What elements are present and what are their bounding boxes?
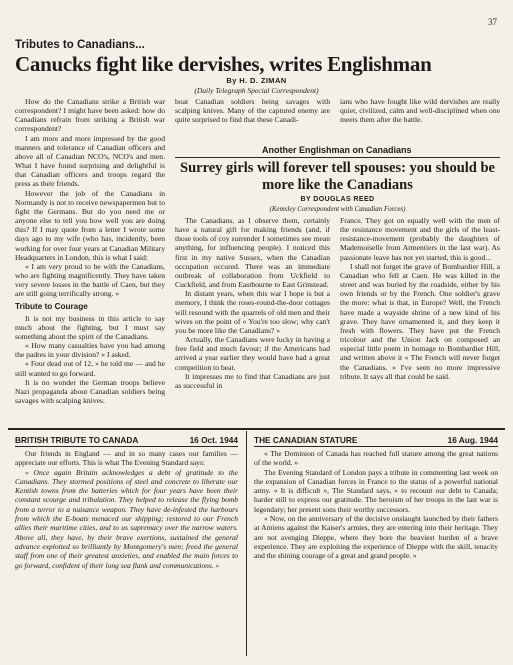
paragraph: boat Canadian soldiers being savages with scalping knives. Many of the captured enemy are quite surprised to find that these Canadi- (175, 97, 330, 125)
paragraph: « I am very proud to be with the Canadians, who are fighting magnificently. They have taken very severe losses in the battle of Caen, but they are still going terrifically strong. » (15, 261, 165, 299)
paragraph: However the job of the Canadians in Normandy is not to receive newspapermen but to fight the Germans. But do you need me or anyone else to tell you how well you are doing this? If I may quote from a letter I wrote some days ago to my wife (who has, incidently, been working for over four years at Canadian Military Headquarters in London, this is what I said: (15, 188, 165, 262)
paragraph: How do the Canadians strike a British war correspondent? I might have been asked: how do Canadians refrain from striking a British war correspondent? (15, 97, 165, 134)
box-body (15, 449, 238, 661)
main-byline-affiliation: (Daily Telegraph Special Correspondent) (194, 86, 319, 95)
divider (254, 446, 498, 447)
box-header (15, 435, 238, 445)
article-column-2-top (175, 97, 330, 143)
main-headline: Canucks fight like dervishes, writes Englishman (15, 52, 432, 76)
column-divider (246, 431, 247, 656)
paragraph: « The Dominion of Canada has reached full stature among the great nations of the world. » (254, 449, 498, 468)
box-body (254, 449, 498, 661)
second-article-column-2 (340, 216, 500, 424)
second-byline-affiliation: (Kemsley Correspondent with Canadian Forces) (269, 205, 406, 213)
paragraph: ians who have fought like wild dervishes are really quiet, civilized, calm and well-disciplined when one meets them after the battle. (340, 97, 500, 125)
box-title: BRITISH TRIBUTE TO CANADA (15, 435, 139, 445)
paragraph: The Canadians, as I observe them, certainly have a natural gift for making friends (and, if those tools of coy surrender I sometimes see mean anything, for influencing people). I noticed this first in my native Sussex, when the Canadian occupation occured. There was an immediate outbreak of collaboration from Uckfield to Cuckfield, and from Eastbourne to East Grinstead. (175, 216, 330, 290)
paragraph: I am more and more impressed by the good manners and tolerance of Canadian officers and above all of Canadian NCO's, NCO's and men. What I have found surprising and delightful is that Canadian officers and troops regard the press as their friends. (15, 133, 165, 189)
box-canadian-stature (254, 435, 498, 661)
paragraph: It is not my business in this article to say much about the fighting, but I must say something about the spirit of the Canadians. (15, 313, 165, 341)
paragraph: « Four dead out of 12, » he told me — and he still wanted to go forward. (15, 359, 165, 378)
paragraph: In distant years, when this war I hope is but a memory, I think the roses-round-the-door cottages will resound with the quarrels of old men and their wives on the point of « You're too slow; why can't you be more like the Canadians? » (175, 289, 330, 335)
paragraph: I shall not forget the grave of Bombardier Hill, a Canadian who fell at Caen. He was killed in the street and was buried by the roadside, either by his own friends or by the French. One soldier's grave the more: what is that, in Europe? Well, the French have made a wayside shrine of a new kind of his grave. They have ornamented it, and they keep it fresh with flowers. They have put the French tricolour and the Union Jack on composed an especial little poem in homage to Bombardier Hill, and written above it « The French will never forget the Canadians. » I've seen no more impressive tribute. It says all that could be said. (340, 261, 500, 381)
paragraph: It is no wonder the German troops believe Nazi propaganda about Canadian soldiers being savages with scalping knives. (15, 377, 165, 405)
section-kicker: Tributes to Canadians... (15, 39, 145, 51)
paragraph: It impresses me to find that Canadians are just as successful in (175, 371, 330, 390)
article-column-3-top (340, 97, 500, 143)
box-date: 16 Oct. 1944 (189, 435, 238, 445)
main-byline: By H. D. ZIMAN (226, 76, 287, 85)
quote-paragraph: « Once again Britain acknowledges a debt of gratitude to the Canadians. They stormed positions of steel and concrete to liberate our Kentish towns from the batteries which for four years have been their constant scourge and tribulation. They helped to release the flying bomb from a terror to a nuisance weapon. They have de-infested the harbours from which the E-boats menaced our shipping; restored to our French allies their maritime cities, and to us supremacy over the narrow waters. Above all, they have, by their brave exertions, sustained the general advance exploited so brilliantly by Montgomery's men; freed the general staff from one of their greatest anxieties, and enabled the main forces to go forward, confident of their long sea flank and communications. » (15, 467, 238, 570)
paragraph: « Now, on the anniversary of the decisive onslaught launched by their fathers at Amiens against the Kaiser's armies, they are entering into their heritage. They are not avenging Dieppe, where they bore the heaviest burden of a brave experience. They are exploiting the experience of Dieppe with the skill, tenacity and the shining courage of a great and grand people. » (254, 514, 498, 561)
paragraph: Actually, the Canadians were lucky in having a free field and much favour; if the Americans had arrived a year earlier they would have had a great competition to beat. (175, 335, 330, 372)
article-column-1 (15, 97, 165, 423)
second-byline: BY DOUGLAS REED (300, 196, 375, 203)
second-headline: Surrey girls will forever tell spouses: you should be more like the Canadians (180, 160, 495, 193)
section-divider (8, 428, 505, 430)
second-article-kicker: Another Englishman on Canadians (262, 145, 412, 155)
paragraph: « How many casualties have you had among the padres in your division? » I asked. (15, 341, 165, 360)
box-title: THE CANADIAN STATURE (254, 435, 358, 445)
box-date: 16 Aug. 1944 (447, 435, 498, 445)
divider (15, 446, 238, 447)
paragraph: France. They got on equally well with the men of the resistance movement and the girls of the least-resistance-movement (probably the daughters of Mademoiselle from Armentiers in the last war). As passionate leave has not yet started, this is good... (340, 216, 500, 262)
page-number: 37 (488, 17, 497, 27)
paragraph: Our friends in England — and in so many cases our families — appreciate our efforts. This is what The Evening Standard says: (15, 449, 238, 468)
box-british-tribute (15, 435, 238, 661)
box-header (254, 435, 498, 445)
paragraph: The Evening Standard of London pays a tribute in commenting last week on the expansion of Canadian forces in France to the status of a powerful national army. « It is difficult », The Standard says, « to recount our debt to Canada; harder still to express our gratitude. The heroism of her troops in the last war is legendary; her present sons their worthy successors. (254, 467, 498, 514)
second-article-column-1 (175, 216, 330, 424)
subheading: Tribute to Courage (15, 302, 88, 312)
divider (175, 157, 500, 158)
